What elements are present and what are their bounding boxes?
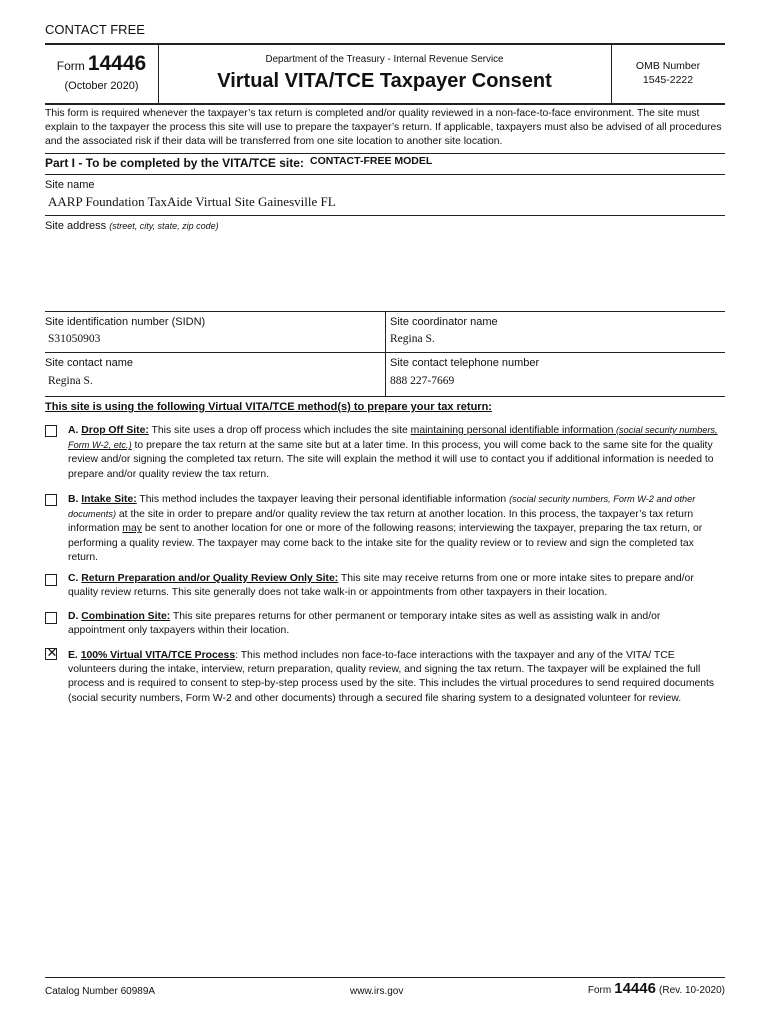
id-grid-divider — [385, 312, 386, 396]
option-a-checkbox[interactable] — [45, 425, 57, 437]
contact-phone-field[interactable]: 888 227-7669 — [390, 375, 455, 387]
option-d-checkbox[interactable] — [45, 612, 57, 624]
header-top-rule — [45, 43, 725, 45]
option-a-desc-3: (social security numbers, Form W-2, etc.) — [68, 425, 718, 451]
option-b-checkbox[interactable] — [45, 494, 57, 506]
option-b-desc-2: (social security numbers, Form W-2 and other documents) — [68, 494, 696, 520]
checkmark-x-icon: ✕ — [46, 646, 58, 661]
sidn-row-rule — [45, 352, 725, 353]
form-number: 14446 — [87, 52, 147, 75]
option-b-desc-3: at the site in order to prepare and/or quality review the tax return at another location. In this process, the taxpayer’s tax return information — [68, 509, 694, 535]
option-b-desc-1: This method includes the taxpayer leaving their personal identifiable information — [136, 494, 510, 505]
option-a-desc-2: maintaining personal identifiable information — [410, 425, 614, 436]
option-c-text — [68, 572, 718, 600]
option-d-desc-1: This site prepares returns for other permanent or temporary intake sites as well as assisting walk in and/or appointment only taxpayers within their location. — [68, 611, 661, 637]
option-a-desc-1: This site uses a drop off process which includes the site — [148, 425, 411, 436]
part1-model: CONTACT-FREE MODEL — [309, 155, 433, 167]
agency-name: Department of the Treasury - Internal Revenue Service — [265, 54, 504, 65]
intro-paragraph: This form is required whenever the taxpayer’s tax return is completed and/or quality reviewed in a non-face-to-face environment. The site must explain to the taxpayer the process this site will use to prepare the taxpayer’s return. If applicable, taxpayers must also be advised of all procedures and the associated risk if their data will be transferred from one site location to another site location. — [45, 108, 722, 148]
part1-top-rule — [45, 153, 725, 154]
form-title: Virtual VITA/TCE Taxpayer Consent — [217, 70, 552, 92]
omb-number: 1545-2222 — [642, 74, 694, 86]
option-a-text — [68, 423, 718, 482]
option-a-desc-4: to prepare the tax return at the same site but at a later time. In this process, you will come back to the same site for the quality review and/or signing the completed tax return. The site will explain the method it will use to contact you if additional information is needed to prepare and/or quality review the tax return. — [68, 440, 714, 480]
methods-heading: This site is using the following Virtual VITA/TCE method(s) to prepare your tax return: — [45, 401, 492, 413]
header-bottom-rule — [45, 103, 725, 105]
option-b-prefix: B. — [68, 494, 79, 505]
option-e-prefix: E. — [68, 650, 78, 661]
form-word: Form — [56, 59, 85, 73]
option-c-desc-1: This site may receive returns from one or more intake sites to prepare and/or quality review returns. This site generally does not take walk-in or appointments from other taxpayers in their location. — [68, 573, 694, 599]
option-c-prefix: C. — [68, 573, 79, 584]
part1-bottom-rule — [45, 174, 725, 175]
contact-row-rule — [45, 396, 725, 397]
form-number-block — [45, 52, 158, 76]
contact-name-field[interactable]: Regina S. — [48, 375, 93, 387]
contact-free-label: CONTACT FREE — [45, 22, 145, 37]
footer-form-id — [525, 980, 725, 997]
irs-website: www.irs.gov — [350, 986, 404, 997]
site-address-hint: (street, city, state, zip code) — [109, 221, 219, 231]
form-date: (October 2020) — [64, 80, 139, 92]
option-d-title: Combination Site: — [81, 611, 171, 622]
site-name-rule — [45, 215, 725, 216]
site-address-field[interactable] — [45, 236, 725, 310]
coordinator-label: Site coordinator name — [390, 316, 498, 328]
footer-rev: (Rev. 10-2020) — [659, 985, 725, 996]
option-d-prefix: D. — [68, 611, 79, 622]
contact-name-label: Site contact name — [45, 357, 134, 369]
part1-heading — [45, 156, 432, 170]
contact-phone-label: Site contact telephone number — [390, 357, 540, 369]
site-address-label-text: Site address — [45, 220, 107, 232]
option-a-title: Drop Off Site: — [81, 425, 149, 436]
footer-form-word: Form — [587, 985, 612, 996]
option-b-desc-4: may — [122, 523, 142, 535]
site-name-label: Site name — [45, 179, 95, 191]
option-e-text — [68, 649, 718, 706]
coordinator-field[interactable]: Regina S. — [390, 333, 435, 345]
site-name-field[interactable]: AARP Foundation TaxAide Virtual Site Gainesville FL — [48, 194, 336, 209]
option-d-text — [68, 610, 718, 638]
site-address-label — [45, 220, 219, 232]
footer-rule — [45, 977, 725, 978]
option-e-title: 100% Virtual VITA/TCE Process — [80, 650, 236, 661]
footer-form-number: 14446 — [614, 980, 656, 997]
part1-title: Part I - To be completed by the VITA/TCE site: — [45, 156, 304, 170]
option-e-checkbox[interactable] — [45, 648, 57, 660]
omb-label: OMB Number — [635, 60, 701, 72]
option-b-text — [68, 492, 718, 565]
sidn-label: Site identification number (SIDN) — [45, 316, 206, 328]
option-b-desc-5: be sent to another location for one or more of the following reasons; interviewing the taxpayer, preparing the tax return, or performing a quality review. The taxpayer may come back to the intake site for the quality review or to review and sign the completed tax return. — [68, 523, 703, 563]
option-c-checkbox[interactable] — [45, 574, 57, 586]
option-b-title: Intake Site: — [81, 494, 137, 505]
option-c-title: Return Preparation and/or Quality Review Only Site: — [81, 573, 339, 584]
option-e-desc-1: : This method includes non face-to-face interactions with the taxpayer and any of the VITA/ TCE volunteers during the intake, interview, return preparation, quality review, and signing the tax return. The taxpayer will be explained the full process and is required to consent to step-by-step process used by the site. This includes the virtual procedures to send required documents (social security numbers, Form W-2 and other documents) through a secured file sharing system to a designated volunteer for review. — [68, 650, 715, 704]
option-a-prefix: A. — [68, 425, 79, 436]
sidn-field[interactable]: S31050903 — [48, 333, 101, 345]
catalog-number: Catalog Number 60989A — [45, 986, 156, 997]
